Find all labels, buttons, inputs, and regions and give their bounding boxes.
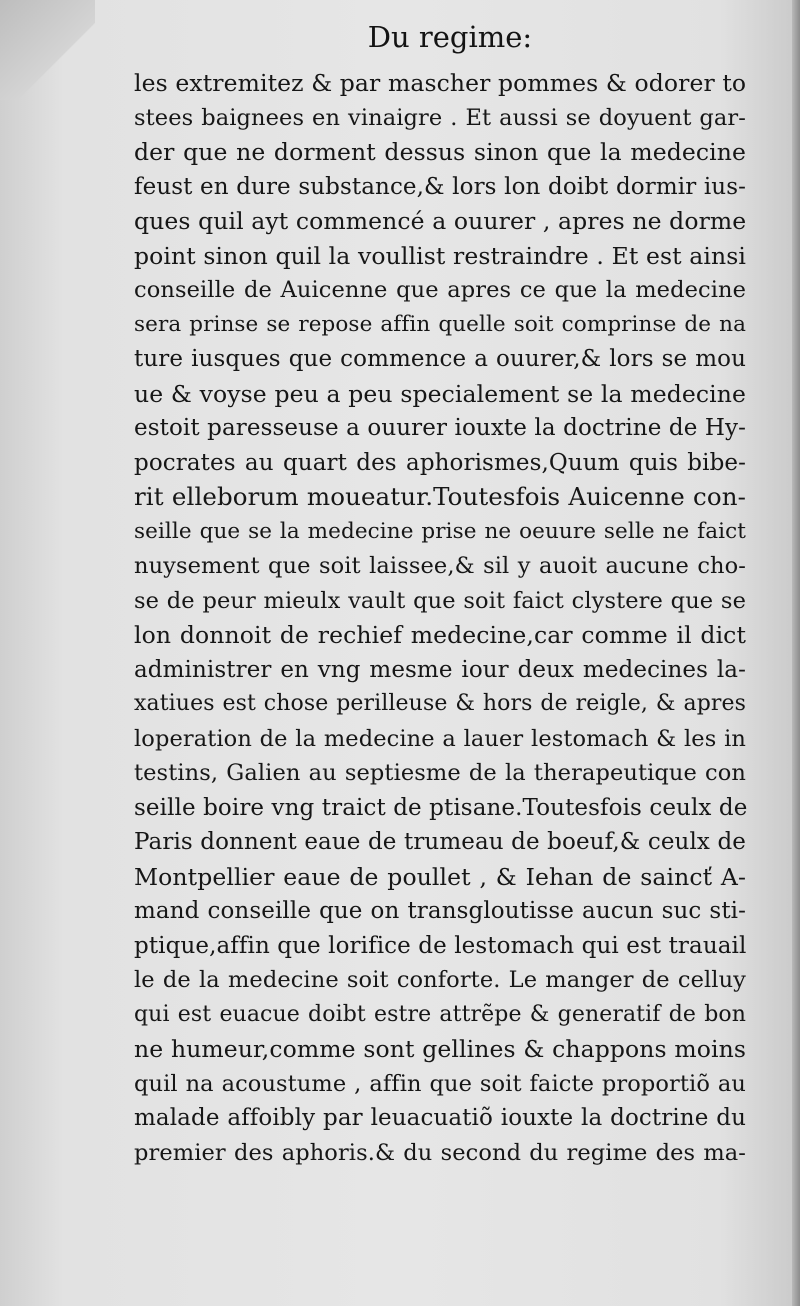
text-line: ques quil ayt commencé a ouurer , apres ne dorme xyxy=(134,207,747,235)
page-edge xyxy=(792,0,800,1306)
text-line: ne humeur,comme sont gellines & chappons moins xyxy=(134,1035,746,1063)
running-head: Du regime: xyxy=(367,20,533,54)
text-line: premier des aphoris.& du second du regime des ma- xyxy=(134,1139,746,1166)
text-line: qui est euacue doibt estre attrẽpe & generatif de bon xyxy=(134,1001,746,1027)
text-line: ture iusques que commence a ouurer,& lors se mou xyxy=(134,346,746,372)
text-line: estoit paresseuse a ouurer iouxte la doctrine de Hy- xyxy=(134,415,746,441)
text-line: quil na acoustume , affin que soit faicte proportiõ au xyxy=(134,1070,746,1097)
text-line: se de peur mieulx vault que soit faict clystere que se xyxy=(134,587,746,614)
text-line: point sinon quil la voullist restraindre . Et est ainsi xyxy=(134,241,746,270)
text-line: sera prinse se repose affin quelle soit comprinse de na xyxy=(134,311,746,337)
text-line: rit elleborum moueatur.Toutesfois Auicenne con- xyxy=(134,482,746,511)
text-line: stees baignees en vinaigre . Et aussi se doyuent gar- xyxy=(134,104,746,131)
text-line: conseille de Auicenne que apres ce que la medecine xyxy=(134,277,746,303)
text-line: ptique,affin que lorifice de lestomach qui est trauail xyxy=(134,932,747,959)
text-line: administrer en vng mesme iour deux medecines la- xyxy=(134,656,746,683)
text-line: seille que se la medecine prise ne oeuure selle ne faict xyxy=(134,518,746,544)
text-line: ue & voyse peu a peu specialement se la medecine xyxy=(134,379,746,408)
text-line: Montpellier eaue de poullet , & Iehan de saincť A- xyxy=(134,862,746,891)
body-text xyxy=(134,66,746,1170)
text-line: testins, Galien au septiesme de la therapeutique con xyxy=(134,760,746,786)
text-line: xatiues est chose perilleuse & hors de reigle, & apres xyxy=(134,691,746,716)
text-line: malade affoibly par leuacuatiõ iouxte la doctrine du xyxy=(134,1105,746,1131)
text-line: feust en dure substance,& lors lon doibt dormir ius- xyxy=(134,173,746,200)
text-line: Paris donnent eaue de trumeau de boeuf,& ceulx de xyxy=(134,829,746,855)
text-line: pocrates au quart des aphorismes,Quum quis bibe- xyxy=(134,449,746,476)
text-line: le de la medecine soit conforte. Le manger de celluy xyxy=(134,967,746,993)
text-line: lon donnoit de rechief medecine,car comme il dict xyxy=(134,621,746,649)
text-line: les extremitez & par mascher pommes & odorer to xyxy=(134,69,747,97)
text-line: loperation de la medecine a lauer lestomach & les in xyxy=(134,725,746,752)
text-line: seille boire vng traict de ptisane.Toutesfois ceulx de xyxy=(134,794,748,821)
text-line: mand conseille que on transgloutisse aucun suc sti- xyxy=(134,898,746,924)
text-line: der que ne dorment dessus sinon que la medecine xyxy=(134,138,746,166)
text-line: nuysement que soit laissee,& sil y auoit aucune cho- xyxy=(134,553,746,579)
